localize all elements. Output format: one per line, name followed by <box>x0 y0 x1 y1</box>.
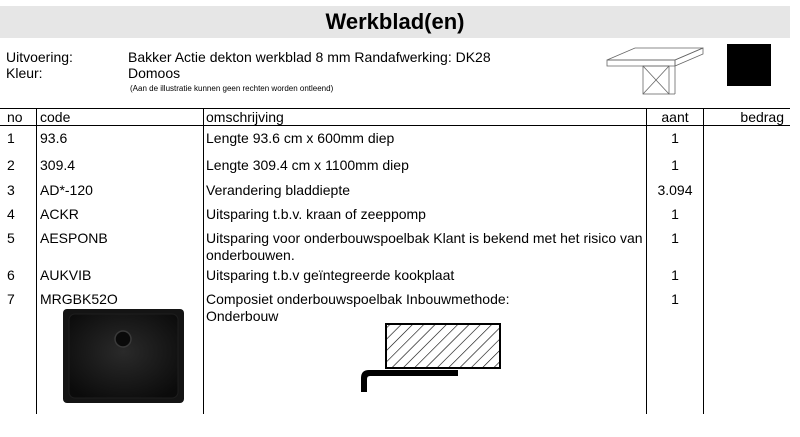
color-swatch <box>727 44 771 86</box>
row-3-aant: 3.094 <box>657 182 693 198</box>
row-3-desc: Verandering bladdiepte <box>206 182 351 198</box>
header-bedrag: bedrag <box>740 109 784 125</box>
row-7-desc: Composiet onderbouwspoelbak Inbouwmethode: Onderbouw <box>206 291 510 324</box>
row-4-aant: 1 <box>671 206 679 222</box>
row-5-code: AESPONB <box>40 230 108 246</box>
row-6-aant: 1 <box>671 267 679 283</box>
row-4-code: ACKR <box>40 206 79 222</box>
row-2-no: 2 <box>7 157 15 173</box>
row-7-aant: 1 <box>671 291 679 307</box>
kleur-label: Kleur: <box>6 65 43 81</box>
header-aant: aant <box>661 109 689 125</box>
header-no: no <box>7 109 23 125</box>
kleur-value: Domoos <box>128 65 181 81</box>
table-line <box>203 108 204 414</box>
header-code: code <box>40 109 71 125</box>
edge-profile-illustration <box>605 44 705 100</box>
uitvoering-value: Bakker Actie dekton werkblad 8 mm Randafwerking: DK28 <box>128 49 491 65</box>
items-table <box>0 108 790 414</box>
row-4-desc: Uitsparing t.b.v. kraan of zeeppomp <box>206 206 426 222</box>
row-2-desc: Lengte 309.4 cm x 1100mm diep <box>206 157 409 173</box>
row-7-no: 7 <box>7 291 15 307</box>
row-6-desc: Uitsparing t.b.v geïntegreerde kookplaat <box>206 267 455 283</box>
row-1-no: 1 <box>7 130 15 146</box>
page-title: Werkblad(en) <box>0 6 790 38</box>
row-2-code: 309.4 <box>40 157 76 173</box>
row-1-desc: Lengte 93.6 cm x 600mm diep <box>206 130 395 146</box>
disclaimer-text: (Aan de illustratie kunnen geen rechten worden ontleend) <box>130 84 334 93</box>
row-4-no: 4 <box>7 206 15 222</box>
table-line <box>36 108 37 414</box>
row-1-aant: 1 <box>671 130 679 146</box>
header-omschrijving: omschrijving <box>206 109 284 125</box>
table-line <box>703 108 704 414</box>
row-3-no: 3 <box>7 182 15 198</box>
row-5-aant: 1 <box>671 230 679 246</box>
row-2-aant: 1 <box>671 157 679 173</box>
row-6-no: 6 <box>7 267 15 283</box>
row-6-code: AUKVIB <box>40 267 92 283</box>
row-5-no: 5 <box>7 230 15 246</box>
table-line <box>0 125 790 126</box>
undermount-illustration <box>358 322 503 402</box>
row-5-desc: Uitsparing voor onderbouwspoelbak Klant is bekend met het risico van onderbouwen. <box>206 230 643 263</box>
row-7-code: MRGBK52O <box>40 291 118 307</box>
table-line <box>646 108 647 414</box>
row-1-code: 93.6 <box>40 130 68 146</box>
row-3-code: AD*-120 <box>40 182 93 198</box>
uitvoering-label: Uitvoering: <box>6 49 73 65</box>
sink-image <box>63 309 184 403</box>
